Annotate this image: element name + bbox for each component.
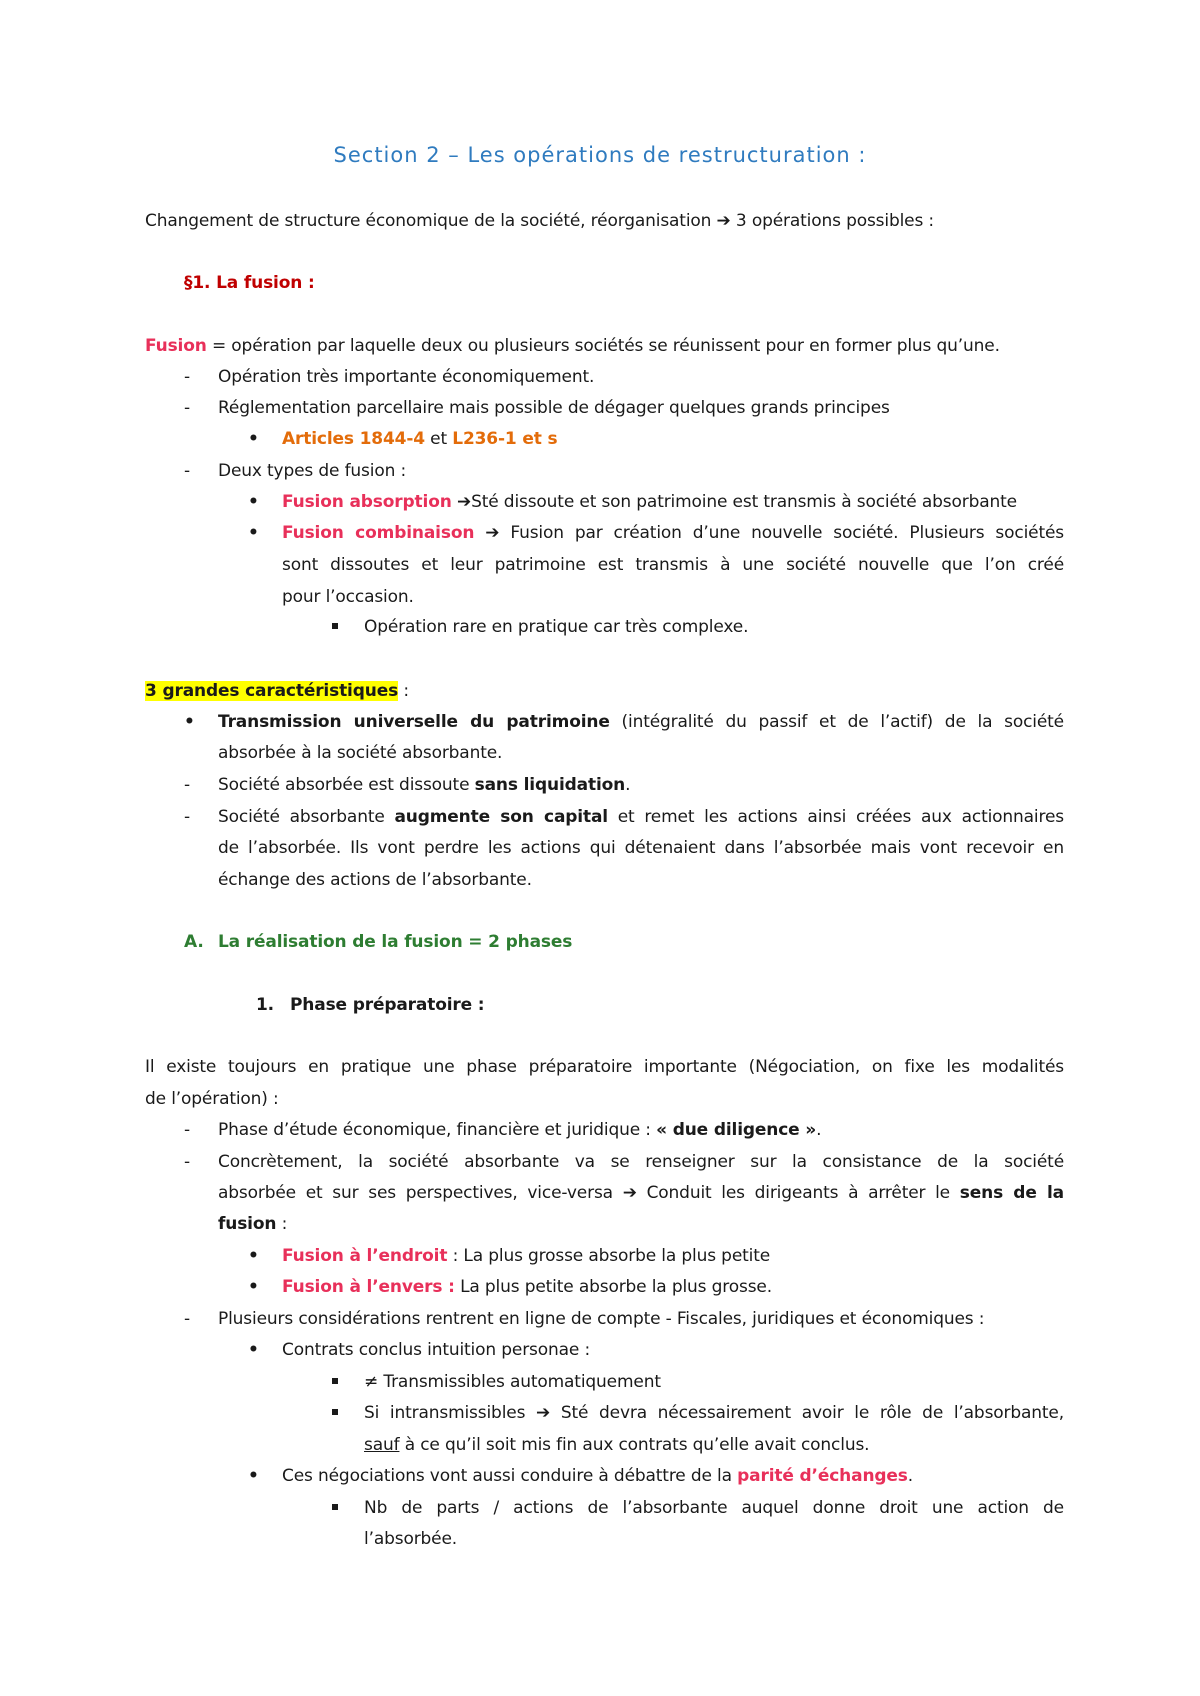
articles-line: Articles 1844-4 et L236-1 et s bbox=[282, 429, 558, 449]
bullet-dot-icon: • bbox=[184, 712, 195, 732]
square-bullet-icon bbox=[332, 1409, 338, 1415]
dash-bullet: - bbox=[184, 1152, 191, 1172]
bullet-dot-icon: • bbox=[248, 1246, 259, 1266]
arrow-icon: ➔ bbox=[456, 492, 472, 512]
intro-line: Changement de structure économique de la société, réorganisation ➔ 3 opérations possibles : bbox=[145, 211, 935, 231]
paragraph-line: de l’absorbée. Ils vont perdre les actions qui détenaient dans l’absorbée mais vont recevoir en bbox=[218, 838, 1064, 858]
paragraph-line: fusion : bbox=[218, 1214, 288, 1234]
square-bullet-icon bbox=[332, 1378, 338, 1384]
fusion-definition: Fusion = opération par laquelle deux ou plusieurs sociétés se réunissent pour en former plus qu’une. bbox=[145, 336, 1000, 356]
arrow-icon: ➔ bbox=[536, 1403, 551, 1423]
paragraph-line: pour l’occasion. bbox=[282, 587, 414, 607]
dash-bullet: - bbox=[184, 1309, 191, 1329]
bullet-dot-icon: • bbox=[248, 1340, 259, 1360]
bullet-dot-icon: • bbox=[248, 1466, 259, 1486]
paragraph-line: absorbée et sur ses perspectives, vice-versa ➔ Conduit les dirigeants à arrêter le sens de la bbox=[218, 1183, 1064, 1203]
heading-1: Phase préparatoire : bbox=[290, 995, 485, 1015]
bullet-dot-icon: • bbox=[248, 523, 259, 543]
list-item: Réglementation parcellaire mais possible de dégager quelques grands principes bbox=[218, 398, 890, 418]
dash-bullet: - bbox=[184, 367, 191, 387]
paragraph-line: absorbée à la société absorbante. bbox=[218, 743, 503, 763]
paragraph-line: sauf à ce qu’il soit mis fin aux contrats qu’elle avait conclus. bbox=[364, 1435, 870, 1455]
list-item: Nb de parts / actions de l’absorbante auquel donne droit une action de bbox=[364, 1498, 1064, 1518]
paragraph-line: échange des actions de l’absorbante. bbox=[218, 870, 532, 890]
square-bullet-icon bbox=[332, 1504, 338, 1510]
arrow-icon: ➔ bbox=[622, 1183, 637, 1203]
heading-a: La réalisation de la fusion = 2 phases bbox=[218, 932, 573, 952]
due-diligence-line: Phase d’étude économique, financière et juridique : « due diligence ». bbox=[218, 1120, 822, 1140]
heading-1-label: 1. bbox=[256, 995, 274, 1015]
fusion-envers-line: Fusion à l’envers : La plus petite absorbe la plus grosse. bbox=[282, 1277, 772, 1297]
paragraph-line: Concrètement, la société absorbante va se renseigner sur la consistance de la société bbox=[218, 1152, 1064, 1172]
bullet-dot-icon: • bbox=[248, 429, 259, 449]
characteristic-3: Société absorbante augmente son capital et remet les actions ainsi créées aux actionnaires bbox=[218, 807, 1064, 827]
paragraph-line: Il existe toujours en pratique une phase préparatoire importante (Négociation, on fixe les modalités bbox=[145, 1057, 1064, 1077]
fusion-absorption-line: Fusion absorption ➔Sté dissoute et son patrimoine est transmis à société absorbante bbox=[282, 492, 1017, 512]
dash-bullet: - bbox=[184, 775, 191, 795]
characteristics-title: 3 grandes caractéristiques : bbox=[145, 681, 409, 701]
square-bullet-icon bbox=[332, 623, 338, 629]
paragraph-line: l’absorbée. bbox=[364, 1529, 458, 1549]
dash-bullet: - bbox=[184, 807, 191, 827]
subsection-title: §1. La fusion : bbox=[184, 273, 315, 293]
list-item: Deux types de fusion : bbox=[218, 461, 407, 481]
characteristic-1: Transmission universelle du patrimoine (intégralité du passif et de l’actif) de la société bbox=[218, 712, 1064, 732]
list-item: Si intransmissibles ➔ Sté devra nécessairement avoir le rôle de l’absorbante, bbox=[364, 1403, 1064, 1423]
dash-bullet: - bbox=[184, 461, 191, 481]
heading-a-label: A. bbox=[184, 932, 204, 952]
fusion-combinaison-line: Fusion combinaison ➔ Fusion par création d’une nouvelle société. Plusieurs sociétés bbox=[282, 523, 1064, 543]
fusion-endroit-line: Fusion à l’endroit : La plus grosse absorbe la plus petite bbox=[282, 1246, 771, 1266]
characteristic-2: Société absorbée est dissoute sans liquidation. bbox=[218, 775, 631, 795]
dash-bullet: - bbox=[184, 398, 191, 418]
bullet-dot-icon: • bbox=[248, 492, 259, 512]
arrow-icon: ➔ bbox=[485, 523, 500, 543]
dash-bullet: - bbox=[184, 1120, 191, 1140]
parite-line: Ces négociations vont aussi conduire à débattre de la parité d’échanges. bbox=[282, 1466, 914, 1486]
list-item: Plusieurs considérations rentrent en ligne de compte - Fiscales, juridiques et économiques : bbox=[218, 1309, 985, 1329]
list-item: Contrats conclus intuition personae : bbox=[282, 1340, 591, 1360]
list-item: Opération rare en pratique car très complexe. bbox=[364, 617, 749, 637]
bullet-dot-icon: • bbox=[248, 1277, 259, 1297]
paragraph-line: sont dissoutes et leur patrimoine est transmis à une société nouvelle que l’on créé bbox=[282, 555, 1064, 575]
list-item: Opération très importante économiquement. bbox=[218, 367, 595, 387]
paragraph-line: de l’opération) : bbox=[145, 1089, 279, 1109]
list-item: ≠ Transmissibles automatiquement bbox=[364, 1372, 661, 1392]
section-title: Section 2 – Les opérations de restructuration : bbox=[333, 143, 867, 167]
arrow-icon: ➔ bbox=[716, 211, 731, 231]
